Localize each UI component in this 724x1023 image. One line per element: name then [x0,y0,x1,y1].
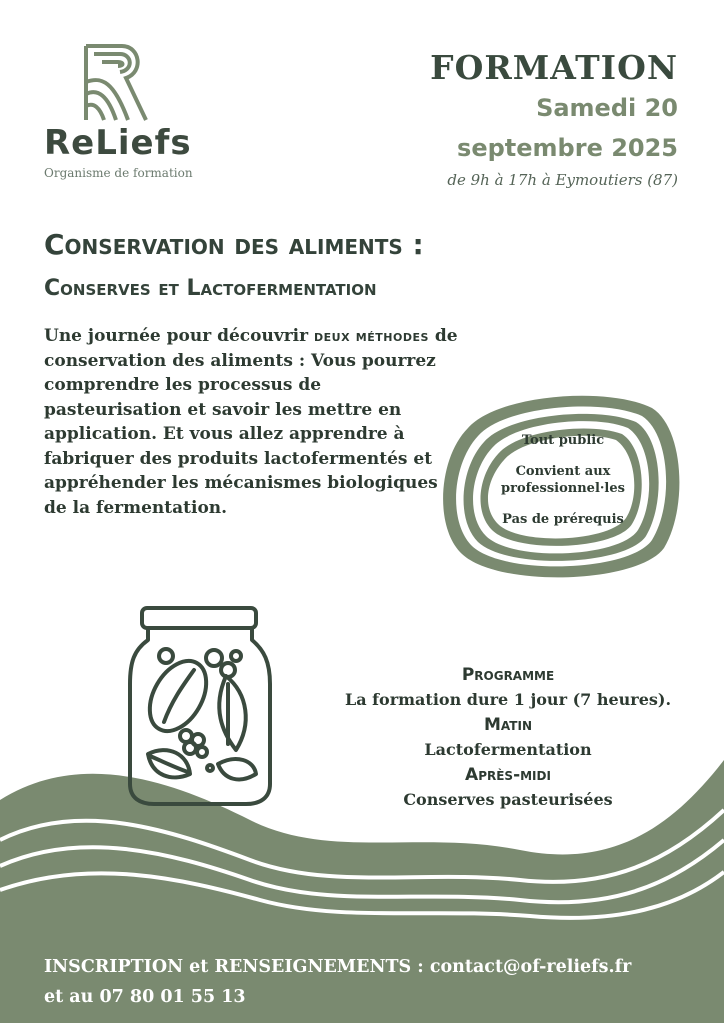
reliefs-logo-icon [82,42,150,122]
footer-registration[interactable]: INSCRIPTION et RENSEIGNEMENTS : contact@of-reliefs.fr [44,957,632,977]
description-intro: Une journée pour découvrir [44,326,315,346]
badge-audience: Tout public [521,433,605,448]
badge-prerequisites: Pas de prérequis [502,512,624,527]
description [44,324,464,520]
morning-text: Lactofermentation [424,740,592,759]
formation-label: FORMATION [430,48,678,87]
footer-contact [44,952,704,1012]
description-highlight: deux méthodes [314,327,429,345]
morning-heading: Matin [484,715,532,735]
badge-professionals: Convient aux professionnel·les [501,464,625,496]
logo-name: ReLiefs [44,123,192,163]
date-line-2: septembre 2025 [457,134,678,162]
afternoon-heading: Après-midi [465,765,551,785]
logo-tagline: Organisme de formation [44,166,193,180]
time-place: de 9h à 17h à Eymoutiers (87) [447,171,678,189]
afternoon-text: Conserves pasteurisées [403,790,613,809]
footer-phone[interactable]: et au 07 80 01 55 13 [44,987,246,1007]
sub-title: Conserves et Lactofermentation [44,276,377,301]
description-rest: de conservation des aliments : Vous pourrez comprendre les processus de pasteurisation et savoir les mettre en application. Et vous allez apprendre à fabriquer des produits lactofermentés et appréhender les mécanismes biologiques de la fermentation. [44,326,458,518]
programme-duration: La formation dure 1 jour (7 heures). [344,690,672,709]
date-line-1: Samedi 20 [536,94,678,122]
programme [340,664,676,814]
badge-text [478,432,648,542]
fermentation-jar-icon [128,604,273,808]
programme-heading: Programme [461,665,555,685]
main-title: Conservation des aliments : [44,228,424,261]
